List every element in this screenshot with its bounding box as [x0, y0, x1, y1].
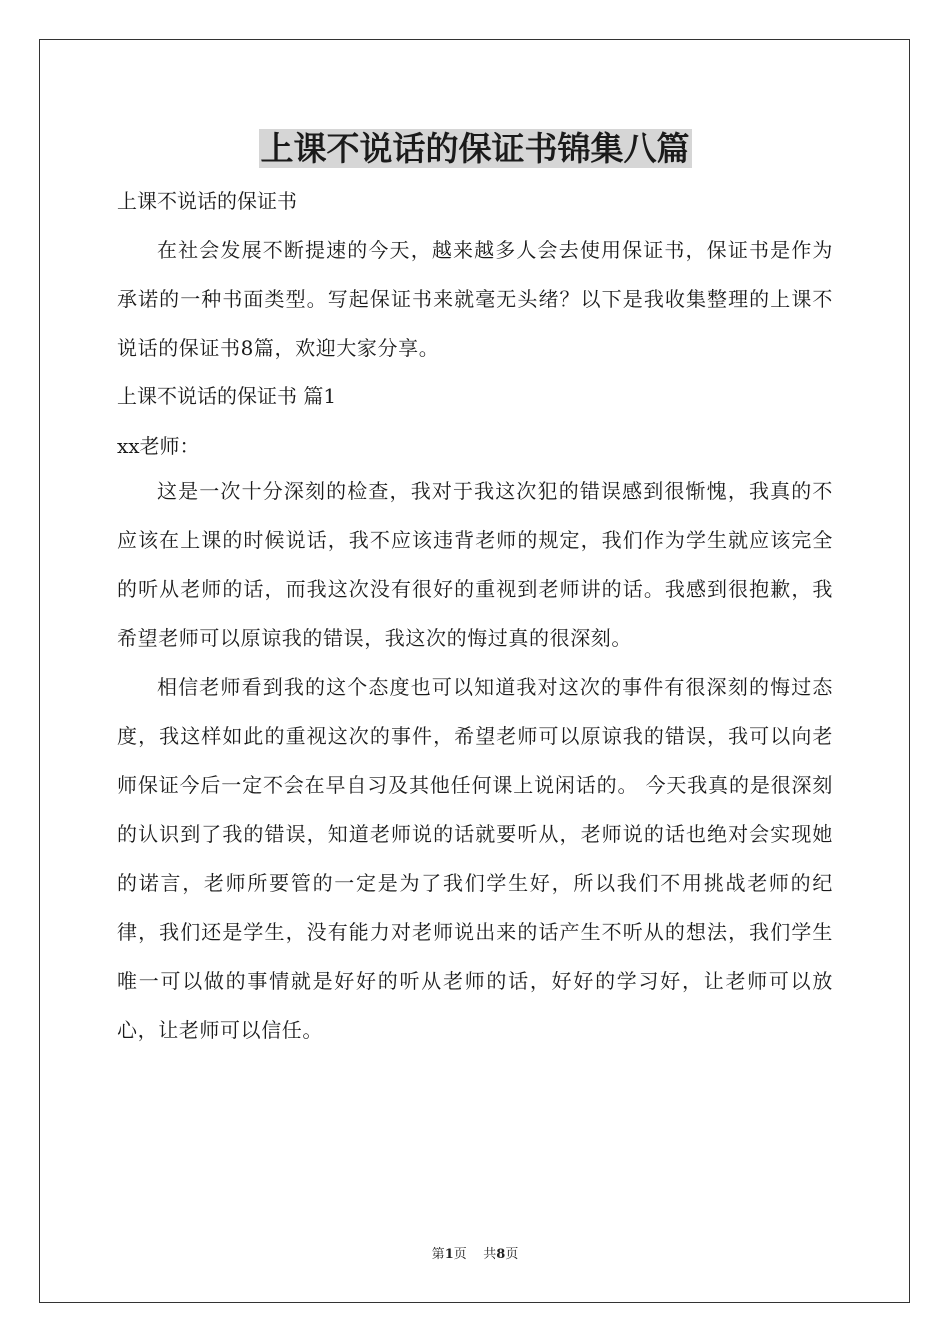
document-subtitle: 上课不说话的保证书 [117, 189, 297, 213]
body-paragraph-2: 相信老师看到我的这个态度也可以知道我对这次的事件有很深刻的悔过态度，我这样如此的重视这次的事件，希望老师可以原谅我的错误，我可以向老师保证今后一定不会在早自习及其他任何课上说闲话的。 今天我真的是很深刻的认识到了我的错误，知道老师说的话就要听从，老师说的话也绝对会实现她的诺言，老师所要管的一定是为了我们学生好，所以我们不用挑战老师的纪律，我们还是学生，没有能力对老师说出来的话产生不听从的想法，我们学生唯一可以做的事情就是好好的听从老师的话，好好的学习好，让老师可以放心，让老师可以信任。 [117, 675, 833, 1042]
document-title [0, 126, 950, 172]
document-title-text: 上课不说话的保证书锦集八篇 [260, 129, 690, 168]
intro-paragraph: 在社会发展不断提速的今天，越来越多人会去使用保证书，保证书是作为承诺的一种书面类型。写起保证书来就毫无头绪？以下是我收集整理的上课不说话的保证书8篇，欢迎大家分享。 [117, 238, 833, 360]
body-paragraph-1: 这是一次十分深刻的检查，我对于我这次犯的错误感到很惭愧，我真的不应该在上课的时候说话，我不应该违背老师的规定，我们作为学生就应该完全的听从老师的话，而我这次没有很好的重视到老师讲的话。我感到很抱歉，我希望老师可以原谅我的错误，我这次的悔过真的很深刻。 [117, 479, 833, 650]
footer-page-current: 1 [444, 1247, 454, 1262]
section-heading: 上课不说话的保证书 篇1 [117, 384, 337, 408]
document-body [117, 180, 833, 1055]
salutation: xx老师： [117, 434, 200, 458]
footer-page-mid: 页 共 [453, 1247, 497, 1262]
footer-page-prefix: 第 [431, 1247, 445, 1262]
page-footer [0, 1246, 950, 1264]
footer-page-total: 8 [496, 1247, 506, 1262]
footer-page-suffix: 页 [505, 1247, 519, 1262]
